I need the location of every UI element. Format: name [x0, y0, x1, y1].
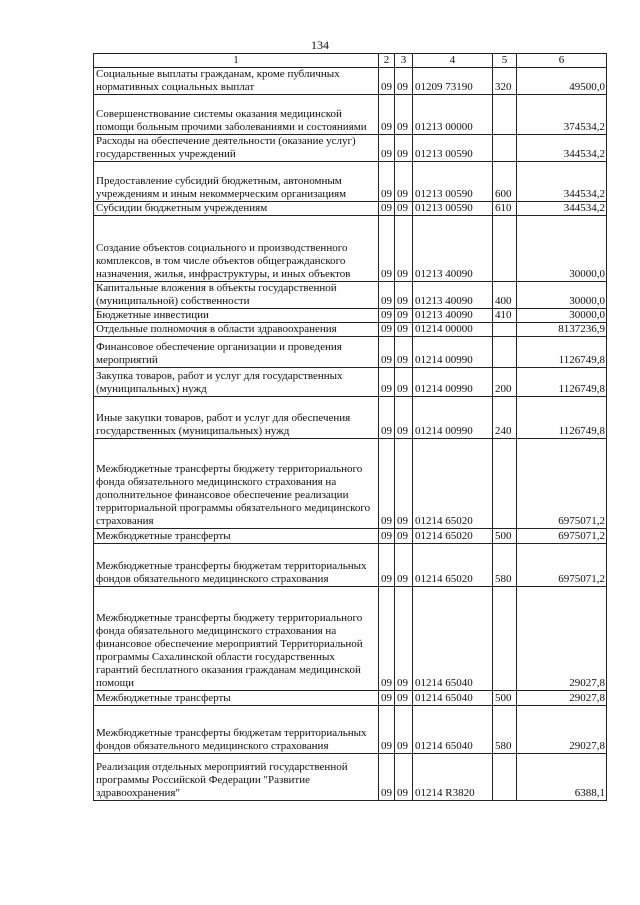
table-row — [94, 754, 607, 801]
row-expense-type — [493, 337, 517, 368]
row-subsection-code: 09 — [395, 135, 413, 162]
table-row — [94, 544, 607, 587]
row-target-article: 01213 40090 — [413, 216, 493, 282]
table-row — [94, 135, 607, 162]
header-col-2: 2 — [379, 54, 395, 68]
budget-table — [93, 53, 607, 801]
row-section-code: 09 — [379, 95, 395, 135]
header-col-3: 3 — [395, 54, 413, 68]
row-target-article: 01213 00590 — [413, 135, 493, 162]
row-subsection-code: 09 — [395, 309, 413, 323]
row-target-article: 01214 65040 — [413, 706, 493, 754]
row-subsection-code: 09 — [395, 397, 413, 439]
row-expense-type: 400 — [493, 282, 517, 309]
row-expense-type — [493, 323, 517, 337]
row-target-article: 01213 40090 — [413, 309, 493, 323]
row-amount: 344534,2 — [517, 162, 607, 202]
row-subsection-code: 09 — [395, 754, 413, 801]
row-amount: 1126749,8 — [517, 337, 607, 368]
row-amount: 1126749,8 — [517, 368, 607, 397]
row-name: Социальные выплаты гражданам, кроме публичных нормативных социальных выплат — [94, 68, 379, 95]
row-target-article: 01214 65040 — [413, 587, 493, 691]
table-row — [94, 216, 607, 282]
row-expense-type: 320 — [493, 68, 517, 95]
table-row — [94, 587, 607, 691]
row-target-article: 01214 00000 — [413, 323, 493, 337]
row-section-code: 09 — [379, 202, 395, 216]
row-section-code: 09 — [379, 323, 395, 337]
row-expense-type — [493, 216, 517, 282]
row-target-article: 01213 00590 — [413, 162, 493, 202]
row-amount: 374534,2 — [517, 95, 607, 135]
row-amount: 29027,8 — [517, 691, 607, 706]
row-target-article: 01214 65020 — [413, 439, 493, 529]
row-amount: 344534,2 — [517, 202, 607, 216]
row-expense-type — [493, 754, 517, 801]
row-target-article: 01213 00590 — [413, 202, 493, 216]
row-section-code: 09 — [379, 529, 395, 544]
table-row — [94, 397, 607, 439]
row-amount: 1126749,8 — [517, 397, 607, 439]
row-section-code: 09 — [379, 754, 395, 801]
row-subsection-code: 09 — [395, 337, 413, 368]
row-section-code: 09 — [379, 216, 395, 282]
row-section-code: 09 — [379, 587, 395, 691]
row-subsection-code: 09 — [395, 587, 413, 691]
row-amount: 344534,2 — [517, 135, 607, 162]
row-subsection-code: 09 — [395, 282, 413, 309]
row-amount: 49500,0 — [517, 68, 607, 95]
row-amount: 30000,0 — [517, 309, 607, 323]
row-section-code: 09 — [379, 309, 395, 323]
table-row — [94, 202, 607, 216]
row-expense-type: 580 — [493, 544, 517, 587]
header-col-1: 1 — [94, 54, 379, 68]
row-amount: 6975071,2 — [517, 439, 607, 529]
row-expense-type: 240 — [493, 397, 517, 439]
row-expense-type: 500 — [493, 691, 517, 706]
row-section-code: 09 — [379, 706, 395, 754]
row-expense-type — [493, 587, 517, 691]
row-name: Реализация отдельных мероприятий государственной программы Российской Федерации "Развитие здравоохранения" — [94, 754, 379, 801]
row-name: Межбюджетные трансферты бюджетам территориальных фондов обязательного медицинского страхования — [94, 706, 379, 754]
row-subsection-code: 09 — [395, 706, 413, 754]
row-section-code: 09 — [379, 162, 395, 202]
row-section-code: 09 — [379, 337, 395, 368]
row-expense-type: 500 — [493, 529, 517, 544]
row-section-code: 09 — [379, 368, 395, 397]
row-target-article: 01214 65020 — [413, 529, 493, 544]
header-col-4: 4 — [413, 54, 493, 68]
row-target-article: 01209 73190 — [413, 68, 493, 95]
table-row — [94, 162, 607, 202]
table-row — [94, 529, 607, 544]
row-section-code: 09 — [379, 282, 395, 309]
row-subsection-code: 09 — [395, 216, 413, 282]
row-name: Предоставление субсидий бюджетным, автономным учреждениям и иным некоммерческим организациям — [94, 162, 379, 202]
row-subsection-code: 09 — [395, 439, 413, 529]
row-amount: 6975071,2 — [517, 544, 607, 587]
row-name: Межбюджетные трансферты — [94, 529, 379, 544]
row-name: Бюджетные инвестиции — [94, 309, 379, 323]
table-header-row — [94, 54, 607, 68]
row-amount: 30000,0 — [517, 282, 607, 309]
table-row — [94, 95, 607, 135]
row-name: Закупка товаров, работ и услуг для государственных (муниципальных) нужд — [94, 368, 379, 397]
row-section-code: 09 — [379, 135, 395, 162]
row-name: Субсидии бюджетным учреждениям — [94, 202, 379, 216]
table-row — [94, 323, 607, 337]
row-subsection-code: 09 — [395, 691, 413, 706]
row-target-article: 01213 00000 — [413, 95, 493, 135]
table-row — [94, 309, 607, 323]
row-subsection-code: 09 — [395, 202, 413, 216]
row-expense-type — [493, 135, 517, 162]
row-subsection-code: 09 — [395, 368, 413, 397]
row-name: Межбюджетные трансферты бюджетам территориальных фондов обязательного медицинского страхования — [94, 544, 379, 587]
row-name: Расходы на обеспечение деятельности (оказание услуг) государственных учреждений — [94, 135, 379, 162]
row-subsection-code: 09 — [395, 544, 413, 587]
page-number: 134 — [311, 38, 329, 52]
row-amount: 29027,8 — [517, 587, 607, 691]
row-expense-type: 200 — [493, 368, 517, 397]
table-row — [94, 691, 607, 706]
row-expense-type: 600 — [493, 162, 517, 202]
row-expense-type: 410 — [493, 309, 517, 323]
row-amount: 8137236,9 — [517, 323, 607, 337]
row-name: Капитальные вложения в объекты государственной (муниципальной) собственности — [94, 282, 379, 309]
row-section-code: 09 — [379, 68, 395, 95]
row-target-article: 01214 R3820 — [413, 754, 493, 801]
row-subsection-code: 09 — [395, 529, 413, 544]
header-col-5: 5 — [493, 54, 517, 68]
table-row — [94, 68, 607, 95]
row-expense-type: 610 — [493, 202, 517, 216]
row-name: Иные закупки товаров, работ и услуг для обеспечения государственных (муниципальных) нужд — [94, 397, 379, 439]
row-target-article: 01214 00990 — [413, 337, 493, 368]
row-name: Межбюджетные трансферты — [94, 691, 379, 706]
header-col-6: 6 — [517, 54, 607, 68]
row-target-article: 01213 40090 — [413, 282, 493, 309]
row-target-article: 01214 65020 — [413, 544, 493, 587]
row-subsection-code: 09 — [395, 162, 413, 202]
row-section-code: 09 — [379, 691, 395, 706]
row-target-article: 01214 65040 — [413, 691, 493, 706]
row-expense-type: 580 — [493, 706, 517, 754]
row-section-code: 09 — [379, 544, 395, 587]
row-amount: 6975071,2 — [517, 529, 607, 544]
row-target-article: 01214 00990 — [413, 397, 493, 439]
row-amount: 30000,0 — [517, 216, 607, 282]
table-row — [94, 282, 607, 309]
row-expense-type — [493, 95, 517, 135]
row-amount: 29027,8 — [517, 706, 607, 754]
row-name: Финансовое обеспечение организации и проведения мероприятий — [94, 337, 379, 368]
row-name: Межбюджетные трансферты бюджету территориального фонда обязательного медицинского страхования на финансовое обеспечение мероприятий Территориальной программы Сахалинской области государственных гарантий бесплатного оказания гражданам медицинской помощи — [94, 587, 379, 691]
row-subsection-code: 09 — [395, 68, 413, 95]
row-expense-type — [493, 439, 517, 529]
row-section-code: 09 — [379, 439, 395, 529]
row-subsection-code: 09 — [395, 95, 413, 135]
table-body — [94, 68, 607, 801]
row-name: Отдельные полномочия в области здравоохранения — [94, 323, 379, 337]
row-name: Межбюджетные трансферты бюджету территориального фонда обязательного медицинского страхования на дополнительное финансовое обеспечение реализации территориальной программы обязательного медицинского страхования — [94, 439, 379, 529]
table-row — [94, 337, 607, 368]
row-section-code: 09 — [379, 397, 395, 439]
row-name: Создание объектов социального и производственного комплексов, в том числе объектов общегражданского назначения, жилья, инфраструктуры, и иных объектов — [94, 216, 379, 282]
table-row — [94, 439, 607, 529]
row-subsection-code: 09 — [395, 323, 413, 337]
table-row — [94, 368, 607, 397]
row-target-article: 01214 00990 — [413, 368, 493, 397]
table-row — [94, 706, 607, 754]
row-amount: 6388,1 — [517, 754, 607, 801]
row-name: Совершенствование системы оказания медицинской помощи больным прочими заболеваниями и состояниями — [94, 95, 379, 135]
